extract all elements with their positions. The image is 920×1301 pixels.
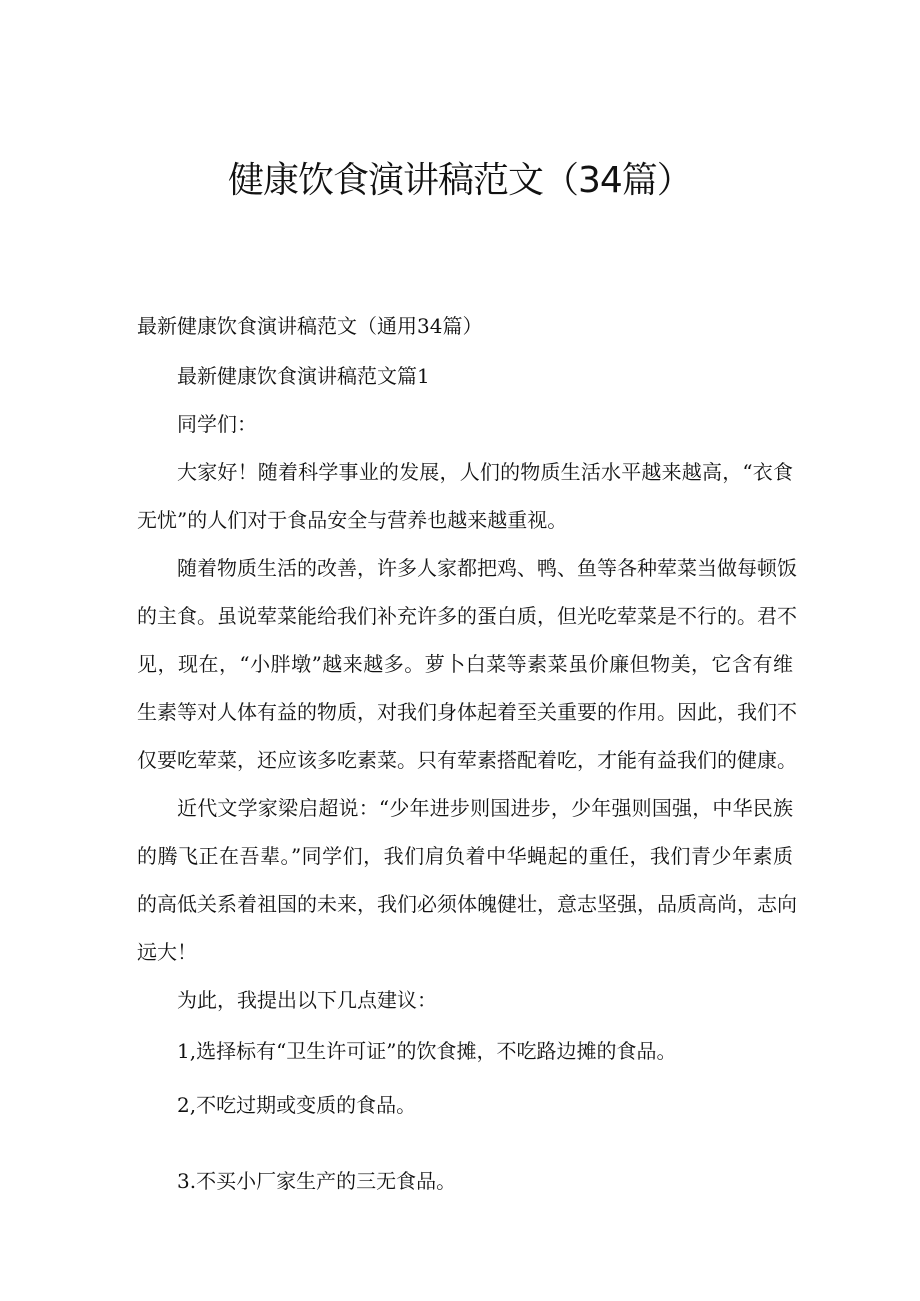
paragraph-1-line-1: 大家好！随着科学事业的发展，人们的物质生活水平越来越高，“衣食 (177, 460, 793, 484)
greeting: 同学们： (177, 412, 257, 436)
paragraph-2-line-3: 见，现在，“小胖墩”越来越多。萝卜白菜等素菜虽价廉但物美，它含有维 (137, 652, 793, 676)
section-heading: 最新健康饮食演讲稿范文篇1 (177, 364, 430, 388)
paragraph-3-line-1: 近代文学家梁启超说：“少年进步则国进步，少年强则国强，中华民族 (177, 796, 793, 820)
paragraph-1-line-2: 无忧”的人们对于食品安全与营养也越来越重视。 (137, 508, 568, 532)
document-title: 健康饮食演讲稿范文（34篇） (228, 160, 692, 201)
suggestion-item: 1,选择标有“卫生许可证”的饮食摊，不吃路边摊的食品。 (177, 1039, 677, 1063)
paragraph-3-line-2: 的腾飞正在吾辈。”同学们，我们肩负着中华蝇起的重任，我们青少年素质 (137, 844, 793, 868)
paragraph-4: 为此，我提出以下几点建议： (177, 988, 437, 1012)
suggestion-item: 2,不吃过期或变质的食品。 (177, 1093, 417, 1117)
paragraph-2-line-2: 的主食。虽说荤菜能给我们补充许多的蛋白质，但光吃荤菜是不行的。君不 (137, 604, 797, 628)
suggestion-item: 3.不买小厂家生产的三无食品。 (177, 1169, 457, 1193)
paragraph-2-line-4: 生素等对人体有益的物质，对我们身体起着至关重要的作用。因此，我们不 (137, 700, 797, 724)
paragraph-2-line-5: 仅要吃荤菜，还应该多吃素菜。只有荤素搭配着吃，才能有益我们的健康。 (137, 748, 797, 772)
paragraph-3-line-4: 远大！ (137, 940, 197, 964)
paragraph-3-line-3: 的高低关系着祖国的未来，我们必须体魄健壮，意志坚强，品质高尚，志向 (137, 892, 797, 916)
paragraph-2-line-1: 随着物质生活的改善，许多人家都把鸡、鸭、鱼等各种荤菜当做每顿饭 (177, 556, 797, 580)
document-subtitle: 最新健康饮食演讲稿范文（通用34篇） (137, 314, 483, 338)
